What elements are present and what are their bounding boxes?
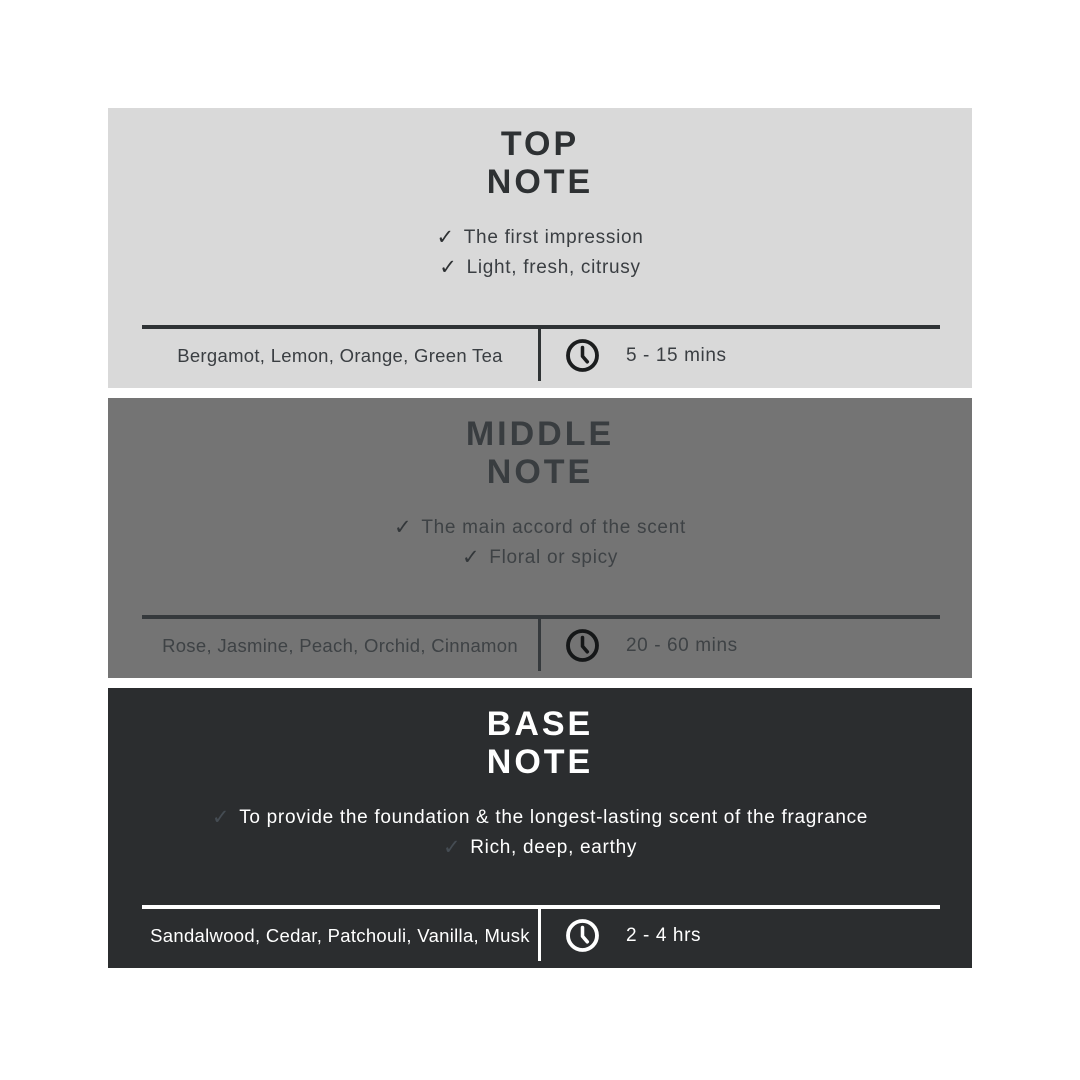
duration-text: 5 - 15 mins [626, 345, 727, 366]
check-icon: ✓ [461, 545, 481, 569]
bullet-text: Floral or spicy [489, 547, 619, 568]
bullet-item [108, 252, 972, 282]
bullet-item [108, 512, 972, 542]
check-icon: ✓ [394, 515, 413, 539]
panel-title [108, 125, 972, 201]
divider-line [142, 325, 940, 329]
bullet-item [108, 802, 972, 832]
bullet-list [108, 512, 972, 572]
bullet-text: The first impression [463, 227, 644, 248]
duration-text: 2 - 4 hrs [626, 925, 702, 946]
bullet-text: Rich, deep, earthy [470, 837, 638, 858]
panel-title-line1: TOP [500, 125, 580, 163]
check-icon: ✓ [439, 255, 458, 279]
panel-title [108, 415, 972, 491]
ingredients-list: Bergamot, Lemon, Orange, Green Tea [177, 345, 503, 366]
panel-title-line2: NOTE [486, 743, 594, 781]
clock-icon [564, 627, 601, 664]
clock-icon [564, 337, 601, 374]
duration-text: 20 - 60 mins [626, 635, 738, 656]
bullet-list [108, 222, 972, 282]
panel-title-line2: NOTE [486, 163, 594, 201]
check-icon: ✓ [442, 835, 462, 859]
bullet-item [108, 832, 972, 862]
ingredients-list: Sandalwood, Cedar, Patchouli, Vanilla, Musk [150, 925, 530, 946]
divider-line [142, 905, 940, 909]
bullet-text: To provide the foundation & the longest-lasting scent of the fragrance [239, 807, 869, 828]
panel-title-line1: BASE [486, 705, 594, 743]
vertical-separator [538, 329, 541, 381]
panel-title [108, 705, 972, 781]
panel-title-line2: NOTE [486, 453, 594, 491]
ingredients-list: Rose, Jasmine, Peach, Orchid, Cinnamon [162, 635, 518, 656]
bullet-list [108, 802, 972, 862]
middle-note-panel [108, 398, 972, 678]
vertical-separator [538, 909, 541, 961]
bullet-text: The main accord of the scent [421, 517, 686, 538]
check-icon: ✓ [436, 225, 455, 249]
bullet-item [108, 542, 972, 572]
top-note-panel [108, 108, 972, 388]
panel-title-line1: MIDDLE [465, 415, 615, 453]
bullet-item [108, 222, 972, 252]
base-note-panel [108, 688, 972, 968]
bullet-text: Light, fresh, citrusy [466, 257, 641, 278]
check-icon: ✓ [211, 805, 231, 829]
vertical-separator [538, 619, 541, 671]
clock-icon [564, 917, 601, 954]
divider-line [142, 615, 940, 619]
